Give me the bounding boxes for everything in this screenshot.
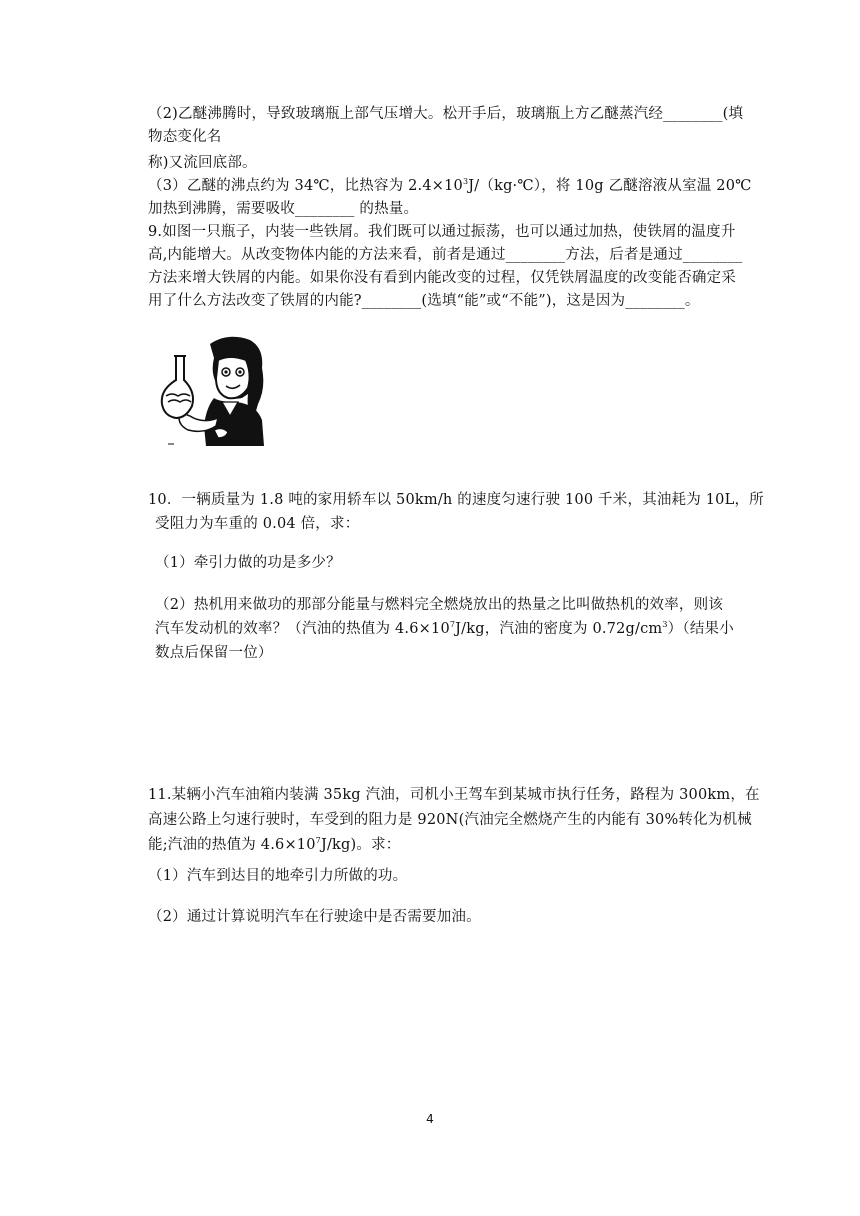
q10-line1: 10．一辆质量为 1.8 吨的家用轿车以 50km/h 的速度匀速行驶 100 千米，其油耗为 10L，所: [148, 492, 764, 508]
q8-part3-line2: 加热到沸腾，需要吸收________ 的热量。: [148, 201, 419, 217]
q11-sub2: （2）通过计算说明汽车在行驶途中是否需要加油。: [148, 909, 481, 925]
q10-sub2-line1: （2）热机用来做功的那部分能量与燃料完全燃烧放出的热量之比叫做热机的效率，则该: [155, 597, 724, 613]
q10-line2: 受阻力为车重的 0.04 倍，求：: [155, 516, 360, 532]
q8-part2-line2: 物态变化名: [148, 129, 222, 145]
q8-part2-line3: 称)又流回底部。: [148, 155, 257, 171]
q11-sub1: （1）汽车到达目的地牵引力所做的功。: [148, 868, 408, 884]
q9-line4: 用了什么方法改变了铁屑的内能?________(选填“能”或“不能”)，这是因为________。: [148, 293, 700, 309]
q8-part2-line1: （2)乙醚沸腾时，导致玻璃瓶上部气压增大。松开手后，玻璃瓶上方乙醚蒸汽经________(填: [148, 106, 744, 122]
page-number: 4: [426, 1112, 434, 1126]
q8-part3-line1: （3）乙醚的沸点约为 34℃，比热容为 $2.4\times 10^3J/(kg\cdot℃)$，将 10g 乙醚溶液从室温 20℃: [148, 177, 752, 194]
q9-line2: 高,内能增大。从改变物体内能的方法来看，前者是通过________方法，后者是通过________: [148, 247, 743, 263]
q9-line3: 方法来增大铁屑的内能。如果你没有看到内能改变的过程，仅凭铁屑温度的改变能否确定采: [148, 270, 736, 286]
q10-sub1: （1）牵引力做的功是多少？: [155, 555, 341, 571]
child-holding-flask-illustration: [158, 334, 286, 446]
q10-sub2-line3: 数点后保留一位）: [155, 645, 273, 661]
q11-line2: 高速公路上匀速行驶时，车受到的阻力是 920N(汽油完全燃烧产生的内能有 30%转化为机械: [148, 812, 752, 828]
q11-line1: 11.某辆小汽车油箱内装满 35kg 汽油，司机小王驾车到某城市执行任务，路程为 300km，在: [148, 787, 760, 803]
q10-sub2-line2: 汽车发动机的效率？（汽油的热值为 $4.6\times 10^7J/kg$，汽油的密度为 $0.72g/cm^3$）（结果小: [155, 620, 734, 637]
q11-line3: 能;汽油的热值为 $4.6\times 10^7J/kg$)。求：: [148, 836, 401, 853]
q9-line1: 9.如图一只瓶子，内装一些铁屑。我们既可以通过振荡，也可以通过加热，使铁屑的温度升: [148, 224, 736, 240]
child-holding-flask-icon: [158, 334, 286, 446]
